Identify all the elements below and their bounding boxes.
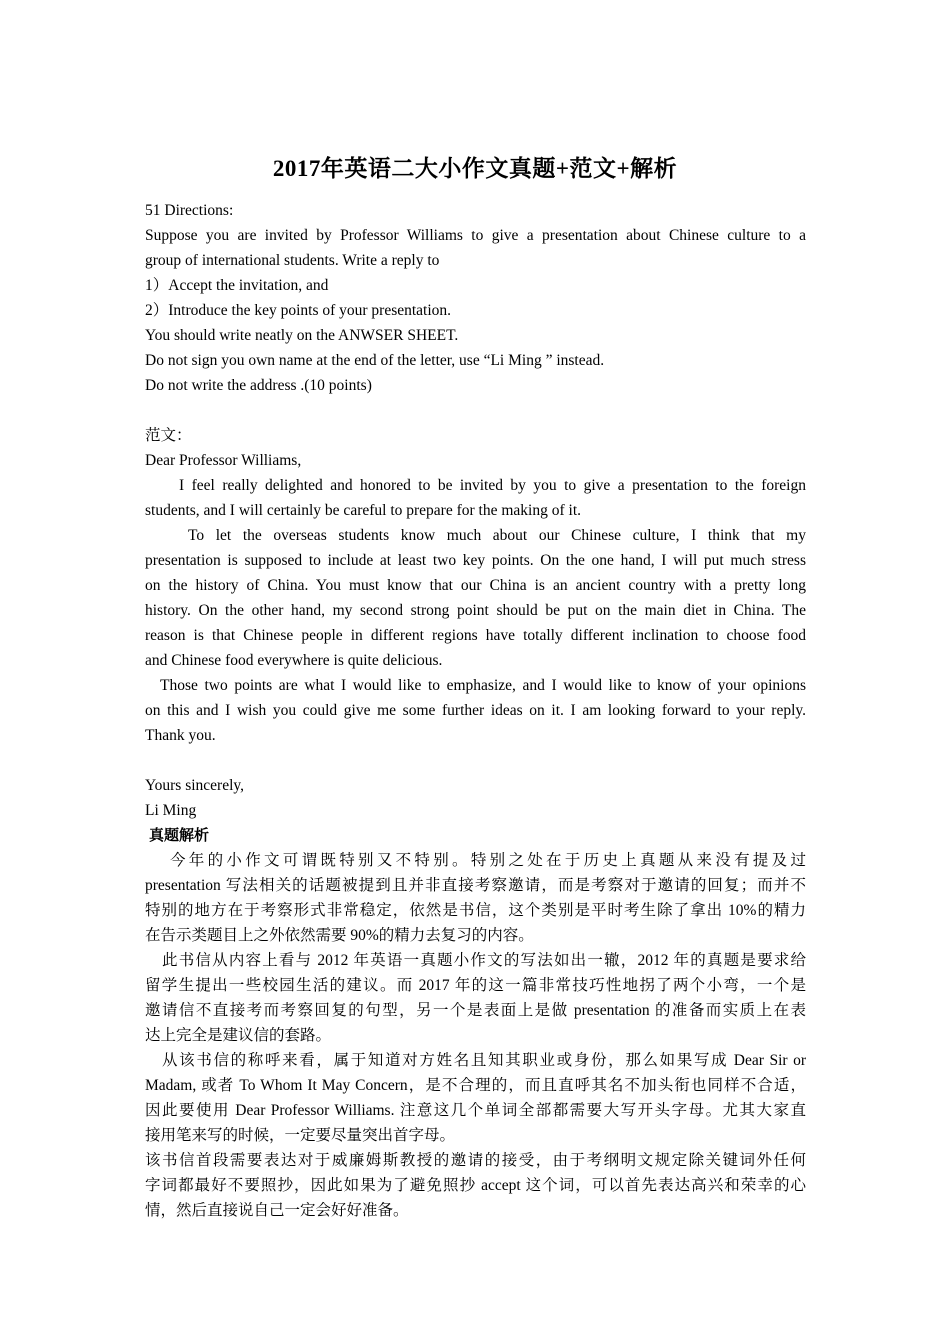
letter-paragraph-line: on the history of China. You must know that our China is an ancient country with a pretty long — [145, 577, 806, 594]
letter-paragraph-line: history. On the other hand, my second strong point should be put on the main diet in China. The — [145, 602, 806, 619]
directions-section — [145, 198, 806, 398]
letter-paragraph-line: presentation is supposed to include at least two key points. On the one hand, I will put much stress — [145, 552, 806, 569]
directions-heading: 51 Directions: — [145, 202, 234, 219]
analysis-section — [145, 823, 806, 1223]
analysis-paragraph-line: presentation 写法相关的话题被提到且并非直接考察邀请，而是考察对于邀请的回复；而并不 — [145, 877, 806, 894]
task-text-line: group of international students. Write a reply to — [145, 252, 440, 269]
spacer — [145, 748, 806, 773]
letter-salutation: Dear Professor Williams, — [145, 452, 302, 469]
requirement-item: 1）Accept the invitation, and — [145, 277, 329, 294]
analysis-paragraph-line: 字词都最好不要照抄，因此如果为了避免照抄 accept 这个词，可以首先表达高兴和荣幸的心 — [145, 1177, 806, 1194]
letter-paragraph-line: on this and I wish you could give me some further ideas on it. I am looking forward to your reply. — [145, 702, 806, 719]
instruction-note: You should write neatly on the ANWSER SHEET. — [145, 327, 459, 344]
analysis-paragraph-line: 此书信从内容上看与 2012 年英语一真题小作文的写法如出一辙，2012 年的真题是要求给 — [162, 952, 806, 969]
instruction-note: Do not write the address .(10 points) — [145, 377, 372, 394]
letter-paragraph-line: Thank you. — [145, 727, 216, 744]
task-text-line: Suppose you are invited by Professor Williams to give a presentation about Chinese culture to a — [145, 227, 806, 244]
analysis-paragraph-line: 在告示类题目上之外依然需要 90%的精力去复习的内容。 — [145, 927, 534, 944]
requirement-item: 2）Introduce the key points of your presentation. — [145, 302, 452, 319]
analysis-paragraph-line: 该书信首段需要表达对于威廉姆斯教授的邀请的接受，由于考纲明文规定除关键词外任何 — [145, 1152, 806, 1169]
analysis-paragraph-line: 留学生提出一些校园生活的建议。而 2017 年的这一篇非常技巧性地拐了两个小弯，一个是 — [145, 977, 806, 994]
spacer — [145, 398, 806, 423]
analysis-paragraph-line: 因此要使用 Dear Professor Williams. 注意这几个单词全部都需要大写开头字母。尤其大家直 — [145, 1102, 806, 1119]
letter-paragraph-line: students, and I will certainly be careful to prepare for the making of it. — [145, 502, 581, 519]
letter-signature: Li Ming — [145, 802, 197, 819]
letter-paragraph-line: Those two points are what I would like to emphasize, and I would like to know of your opinions — [160, 677, 806, 694]
analysis-paragraph-line: 从该书信的称呼来看，属于知道对方姓名且知其职业或身份，那么如果写成 Dear Sir or — [162, 1052, 806, 1069]
analysis-paragraph-line: 邀请信不直接考而考察回复的句型，另一个是表面上是做 presentation 的准备而实质上在表 — [145, 1002, 806, 1019]
analysis-paragraph-line: 今年的小作文可谓既特别又不特别。特别之处在于历史上真题从来没有提及过 — [170, 852, 806, 869]
letter-paragraph-line: To let the overseas students know much about our Chinese culture, I think that my — [188, 527, 806, 544]
page-title: 2017年英语二大小作文真题+范文+解析 — [272, 156, 678, 181]
letter-paragraph-line: I feel really delighted and honored to be invited by you to give a presentation to the foreign — [179, 477, 806, 494]
sample-letter-section — [145, 423, 806, 823]
sample-label: 范文： — [145, 427, 192, 444]
document-body — [145, 198, 806, 1223]
analysis-paragraph-line: 接用笔来写的时候，一定要尽量突出首字母。 — [145, 1127, 456, 1144]
analysis-paragraph-line: 达上完全是建议信的套路。 — [145, 1027, 332, 1044]
analysis-paragraph-line: 情，然后直接说自己一定会好好准备。 — [145, 1202, 409, 1219]
analysis-heading: 真题解析 — [149, 826, 210, 844]
letter-paragraph-line: reason is that Chinese people in different regions have totally different inclination to choose food — [145, 627, 806, 644]
analysis-paragraph-line: 特别的地方在于考察形式非常稳定，依然是书信，这个类别是平时考生除了拿出 10%的精力 — [145, 902, 806, 919]
analysis-paragraph-line: Madam, 或者 To Whom It May Concern，是不合理的，而且直呼其名不加头衔也同样不合适， — [145, 1077, 806, 1094]
letter-paragraph-line: and Chinese food everywhere is quite delicious. — [145, 652, 443, 669]
instruction-note: Do not sign you own name at the end of the letter, use “Li Ming ” instead. — [145, 352, 605, 369]
letter-closing: Yours sincerely, — [145, 777, 245, 794]
